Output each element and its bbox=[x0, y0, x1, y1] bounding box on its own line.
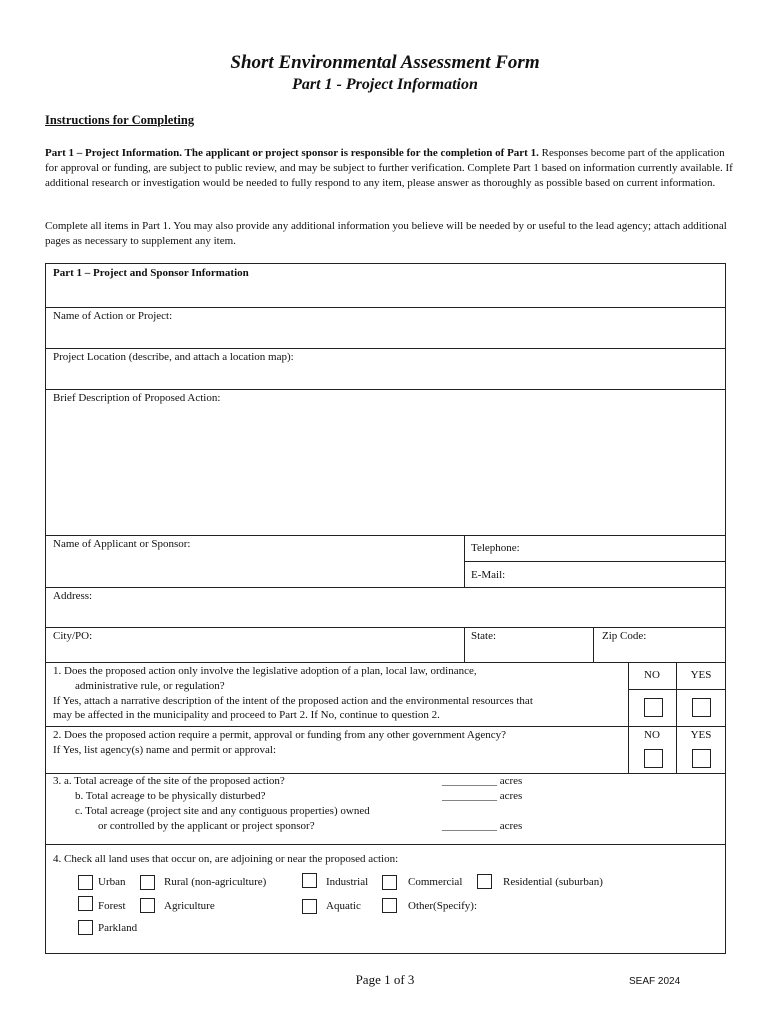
page-number: Page 1 of 3 bbox=[355, 972, 415, 987]
q3-b-blank: __________ bbox=[442, 790, 497, 802]
q3-c-blank: __________ bbox=[442, 820, 497, 832]
zip-label: Zip Code: bbox=[602, 630, 647, 642]
row-divider bbox=[46, 587, 726, 588]
q2-yes-label: YES bbox=[690, 729, 712, 741]
q1-text-line4: may be affected in the municipality and proceed to Part 2. If No, continue to question 2. bbox=[53, 709, 440, 721]
row-divider bbox=[46, 535, 726, 536]
row-divider bbox=[46, 844, 726, 845]
telephone-label: Telephone: bbox=[471, 542, 520, 554]
state-label: State: bbox=[471, 630, 497, 642]
row-divider bbox=[46, 662, 726, 663]
instructions-paragraph-2: Complete all items in Part 1. You may also provide any additional information you believe will be needed by or useful to the lead agency; attach additional pages as necessary to supplement any item. bbox=[45, 220, 727, 247]
row-divider bbox=[628, 689, 726, 690]
row-divider bbox=[464, 561, 726, 562]
other-label: Other(Specify): bbox=[408, 900, 478, 912]
q3-text-c2: or controlled by the applicant or project sponsor? bbox=[98, 820, 315, 832]
instructions-bold-lead: Part 1 – Project Information. The applicant or project sponsor is responsible for the completion of Part 1. bbox=[45, 147, 539, 159]
q3-a-unit: acres bbox=[499, 775, 523, 787]
q2-no-label: NO bbox=[644, 729, 660, 741]
rural-label: Rural (non-agriculture) bbox=[164, 876, 267, 888]
column-divider bbox=[464, 535, 465, 587]
instructions-heading: Instructions for Completing bbox=[45, 113, 195, 127]
aquatic-checkbox[interactable] bbox=[302, 899, 317, 914]
forest-checkbox[interactable] bbox=[78, 896, 93, 911]
q1-text-line2: administrative rule, or regulation? bbox=[75, 680, 225, 692]
urban-label: Urban bbox=[98, 876, 126, 888]
q2-text-line2: If Yes, list agency(s) name and permit or approval: bbox=[53, 744, 276, 756]
other-checkbox[interactable] bbox=[382, 898, 397, 913]
q3-text-c1: c. Total acreage (project site and any contiguous properties) owned bbox=[75, 805, 370, 817]
q3-a-acres-field[interactable] bbox=[442, 774, 522, 789]
row-divider bbox=[46, 627, 726, 628]
industrial-label: Industrial bbox=[326, 876, 369, 888]
residential-checkbox[interactable] bbox=[477, 874, 492, 889]
row-divider bbox=[46, 389, 726, 390]
urban-checkbox[interactable] bbox=[78, 875, 93, 890]
row-divider bbox=[46, 307, 726, 308]
brief-description-label: Brief Description of Proposed Action: bbox=[53, 392, 221, 404]
q3-b-unit: acres bbox=[499, 790, 523, 802]
q3-text-b: b. Total acreage to be physically disturbed? bbox=[75, 790, 266, 802]
q2-no-checkbox[interactable] bbox=[644, 749, 663, 768]
q1-no-checkbox[interactable] bbox=[644, 698, 663, 717]
column-divider bbox=[593, 627, 594, 662]
q4-text: 4. Check all land uses that occur on, are adjoining or near the proposed action: bbox=[53, 853, 399, 865]
project-location-label: Project Location (describe, and attach a location map): bbox=[53, 351, 294, 363]
parkland-label: Parkland bbox=[98, 922, 138, 934]
aquatic-label: Aquatic bbox=[326, 900, 361, 912]
commercial-checkbox[interactable] bbox=[382, 875, 397, 890]
q3-c-unit: acres bbox=[499, 820, 523, 832]
q1-no-label: NO bbox=[644, 669, 660, 681]
agriculture-checkbox[interactable] bbox=[140, 898, 155, 913]
row-divider bbox=[46, 348, 726, 349]
q2-text-line1: 2. Does the proposed action require a permit, approval or funding from any other government Agency? bbox=[53, 729, 506, 741]
address-label: Address: bbox=[53, 590, 93, 602]
industrial-checkbox[interactable] bbox=[302, 873, 317, 888]
q3-text-a: 3. a. Total acreage of the site of the proposed action? bbox=[53, 775, 285, 787]
applicant-name-label: Name of Applicant or Sponsor: bbox=[53, 538, 191, 550]
form-title: Short Environmental Assessment Form bbox=[230, 52, 540, 73]
q2-yes-checkbox[interactable] bbox=[692, 749, 711, 768]
residential-label: Residential (suburban) bbox=[503, 876, 603, 888]
q3-c-acres-field[interactable] bbox=[442, 819, 522, 834]
q1-text-line1: 1. Does the proposed action only involve the legislative adoption of a plan, local law, ordinance, bbox=[53, 665, 477, 677]
column-divider bbox=[464, 627, 465, 662]
q1-yes-checkbox[interactable] bbox=[692, 698, 711, 717]
agriculture-label: Agriculture bbox=[164, 900, 215, 912]
q1-text-line3: If Yes, attach a narrative description of the intent of the proposed action and the environmental resources that bbox=[53, 695, 533, 707]
forest-label: Forest bbox=[98, 900, 126, 912]
project-info-table bbox=[45, 263, 726, 954]
section-title: Part 1 – Project and Sponsor Information bbox=[53, 267, 249, 279]
rural-checkbox[interactable] bbox=[140, 875, 155, 890]
form-code: SEAF 2024 bbox=[629, 976, 681, 987]
parkland-checkbox[interactable] bbox=[78, 920, 93, 935]
email-label: E-Mail: bbox=[471, 569, 506, 581]
row-divider bbox=[46, 726, 726, 727]
city-label: City/PO: bbox=[53, 630, 93, 642]
instructions-paragraph-1 bbox=[45, 146, 735, 191]
q3-a-blank: __________ bbox=[442, 775, 497, 787]
name-of-action-label: Name of Action or Project: bbox=[53, 310, 173, 322]
form-subtitle: Part 1 - Project Information bbox=[292, 76, 478, 93]
commercial-label: Commercial bbox=[408, 876, 463, 888]
instructions-body: Responses become part of the application for approval or funding, are subject to public review, and may be subject to further verification. Complete Part 1 based on information currently available. If additional research or investigation would be needed to fully respond to any item, please answer as thoroughly as possible based on current information. bbox=[45, 147, 733, 189]
q1-yes-label: YES bbox=[690, 669, 712, 681]
q3-b-acres-field[interactable] bbox=[442, 789, 522, 804]
